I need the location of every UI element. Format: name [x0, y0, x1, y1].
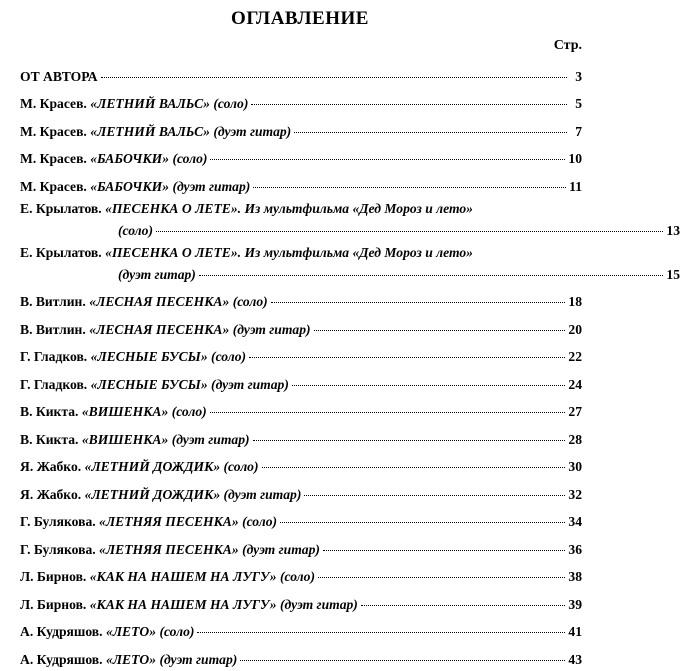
toc-entry[interactable]	[20, 420, 582, 448]
work-title: «БАБОЧКИ» (соло)	[90, 151, 208, 166]
composer-name: А. Кудряшов.	[20, 651, 106, 667]
dot-leader	[318, 576, 565, 578]
page-number: 18	[568, 294, 582, 309]
dot-leader	[199, 274, 664, 276]
composer-name: М. Красев.	[20, 151, 91, 166]
toc-entry-title	[20, 68, 98, 85]
dot-leader	[210, 411, 566, 413]
composer-name: А. Кудряшов.	[20, 624, 106, 639]
toc-entry[interactable]	[20, 283, 582, 311]
page-number: 41	[568, 624, 582, 639]
toc-entry-title	[20, 376, 289, 393]
toc-entry[interactable]	[20, 85, 582, 113]
dot-leader	[249, 356, 565, 358]
work-title: «ВИШЕНКА» (дуэт гитар)	[81, 431, 250, 447]
dot-leader	[271, 301, 566, 303]
work-title: «ЛЕСНЫЕ БУСЫ» (дуэт гитар)	[90, 376, 289, 392]
composer-name: В. Витлин.	[20, 294, 90, 309]
work-title: «ЛЕТНИЙ ДОЖДИК» (дуэт гитар)	[84, 486, 302, 502]
dot-leader	[314, 329, 566, 331]
work-title: «ЛЕСНАЯ ПЕСЕНКА» (соло)	[89, 294, 268, 309]
toc-entry-title	[20, 486, 301, 503]
dot-leader	[253, 186, 566, 188]
composer-name: Г. Гладков.	[20, 376, 91, 392]
page-number: 13	[666, 222, 680, 238]
dot-leader	[292, 384, 566, 386]
page-number: 28	[568, 431, 582, 447]
toc-entry-title	[20, 431, 250, 448]
toc-entry-title	[20, 568, 315, 585]
composer-name: Я. Жабко.	[20, 459, 85, 474]
toc-entry[interactable]	[20, 558, 582, 586]
toc-entry[interactable]	[20, 140, 582, 168]
toc-entry[interactable]	[20, 530, 582, 558]
composer-name: М. Красев.	[20, 96, 91, 111]
page-number: 22	[568, 349, 582, 364]
page-number: 27	[568, 404, 582, 419]
work-title: «ПЕСЕНКА О ЛЕТЕ». Из мультфильма «Дед Мороз и лето»	[105, 244, 473, 260]
work-title: «БАБОЧКИ» (дуэт гитар)	[90, 178, 251, 194]
toc-entry[interactable]	[20, 475, 582, 503]
toc-entry-title	[20, 458, 259, 475]
page-number: 3	[575, 68, 582, 84]
work-title: «ЛЕТНЯЯ ПЕСЕНКА» (дуэт гитар)	[99, 541, 320, 557]
toc-entry-title	[20, 623, 194, 640]
toc-entry[interactable]	[20, 393, 582, 421]
page-number: 34	[568, 514, 582, 529]
dot-leader	[304, 494, 565, 496]
work-title: «ВИШЕНКА» (соло)	[81, 404, 207, 419]
toc-entry[interactable]	[20, 448, 582, 476]
toc-entry[interactable]	[20, 310, 582, 338]
dot-leader	[101, 76, 567, 78]
toc-entry-title	[20, 123, 291, 140]
toc-entry-title	[20, 513, 277, 530]
work-title: «ЛЕТНИЙ ДОЖДИК» (соло)	[84, 459, 259, 474]
work-title-continued: (соло)	[118, 222, 153, 238]
work-title-continued: (дуэт гитар)	[118, 266, 196, 282]
page-number: 15	[666, 266, 680, 282]
toc-entry[interactable]	[20, 57, 582, 85]
toc-entry-title	[20, 95, 248, 112]
toc-entry[interactable]	[20, 239, 680, 283]
work-title: «КАК НА НАШЕМ НА ЛУГУ» (дуэт гитар)	[89, 596, 358, 612]
composer-name: ОТ АВТОРА	[20, 68, 98, 84]
dot-leader	[280, 521, 565, 523]
composer-name: Г. Гладков.	[20, 349, 91, 364]
page-number: 39	[568, 596, 582, 612]
toc-entry-title	[20, 244, 473, 261]
page-number: 10	[568, 151, 582, 166]
work-title: «ЛЕТНИЙ ВАЛЬС» (соло)	[90, 96, 249, 111]
toc-entry[interactable]	[20, 338, 582, 366]
dot-leader	[210, 158, 565, 160]
composer-name: В. Кикта.	[20, 404, 82, 419]
composer-name: Е. Крылатов.	[20, 200, 106, 216]
dot-leader	[156, 230, 663, 232]
composer-name: М. Красев.	[20, 123, 91, 139]
toc-entry-title	[20, 178, 250, 195]
toc-entry-title	[20, 348, 246, 365]
work-title: «ПЕСЕНКА О ЛЕТЕ». Из мультфильма «Дед Мороз и лето»	[105, 200, 473, 216]
work-title: «ЛЕСНАЯ ПЕСЕНКА» (дуэт гитар)	[89, 321, 311, 337]
page-number: 11	[569, 178, 582, 194]
page-number: 7	[575, 123, 582, 139]
toc-entry-title	[20, 403, 207, 420]
composer-name: Я. Жабко.	[20, 486, 85, 502]
table-of-contents	[20, 57, 680, 668]
page-title: ОГЛАВЛЕНИЕ	[231, 8, 369, 29]
dot-leader	[361, 604, 566, 606]
page-number: 24	[568, 376, 582, 392]
composer-name: Л. Бирнов.	[20, 596, 90, 612]
page-number: 43	[568, 651, 582, 667]
work-title: «ЛЕТНИЙ ВАЛЬС» (дуэт гитар)	[90, 123, 292, 139]
page-number: 38	[568, 569, 582, 584]
toc-entry-title	[20, 651, 237, 668]
composer-name: Г. Булякова.	[20, 514, 100, 529]
toc-entry[interactable]	[20, 585, 582, 613]
work-title: «ЛЕТО» (дуэт гитар)	[105, 651, 238, 667]
page-number: 32	[568, 486, 582, 502]
toc-entry-title	[20, 321, 311, 338]
page-number: 30	[568, 459, 582, 474]
toc-entry[interactable]	[20, 112, 582, 140]
composer-name: Л. Бирнов.	[20, 569, 90, 584]
composer-name: М. Красев.	[20, 178, 91, 194]
toc-entry-title	[20, 541, 320, 558]
toc-entry[interactable]	[20, 167, 582, 195]
dot-leader	[240, 659, 565, 661]
dot-leader	[294, 131, 567, 133]
toc-entry-title	[20, 596, 358, 613]
page-column-label: Стр.	[553, 38, 582, 53]
toc-entry[interactable]	[20, 503, 582, 531]
dot-leader	[253, 439, 566, 441]
toc-entry-title	[20, 200, 473, 217]
page-number: 36	[568, 541, 582, 557]
work-title: «КАК НА НАШЕМ НА ЛУГУ» (соло)	[89, 569, 315, 584]
composer-name: В. Кикта.	[20, 431, 82, 447]
dot-leader	[323, 549, 566, 551]
dot-leader	[262, 466, 566, 468]
toc-entry[interactable]	[20, 640, 582, 668]
work-title: «ЛЕТО» (соло)	[105, 624, 195, 639]
page-number: 20	[568, 321, 582, 337]
toc-entry[interactable]	[20, 365, 582, 393]
toc-entry-title	[20, 150, 207, 167]
toc-entry-title	[20, 293, 268, 310]
composer-name: Е. Крылатов.	[20, 244, 106, 260]
composer-name: Г. Булякова.	[20, 541, 100, 557]
dot-leader	[197, 631, 565, 633]
work-title: «ЛЕТНЯЯ ПЕСЕНКА» (соло)	[99, 514, 278, 529]
work-title: «ЛЕСНЫЕ БУСЫ» (соло)	[90, 349, 247, 364]
page-number: 5	[575, 96, 582, 111]
toc-entry[interactable]	[20, 195, 680, 239]
dot-leader	[251, 103, 567, 105]
toc-entry[interactable]	[20, 613, 582, 641]
composer-name: В. Витлин.	[20, 321, 90, 337]
